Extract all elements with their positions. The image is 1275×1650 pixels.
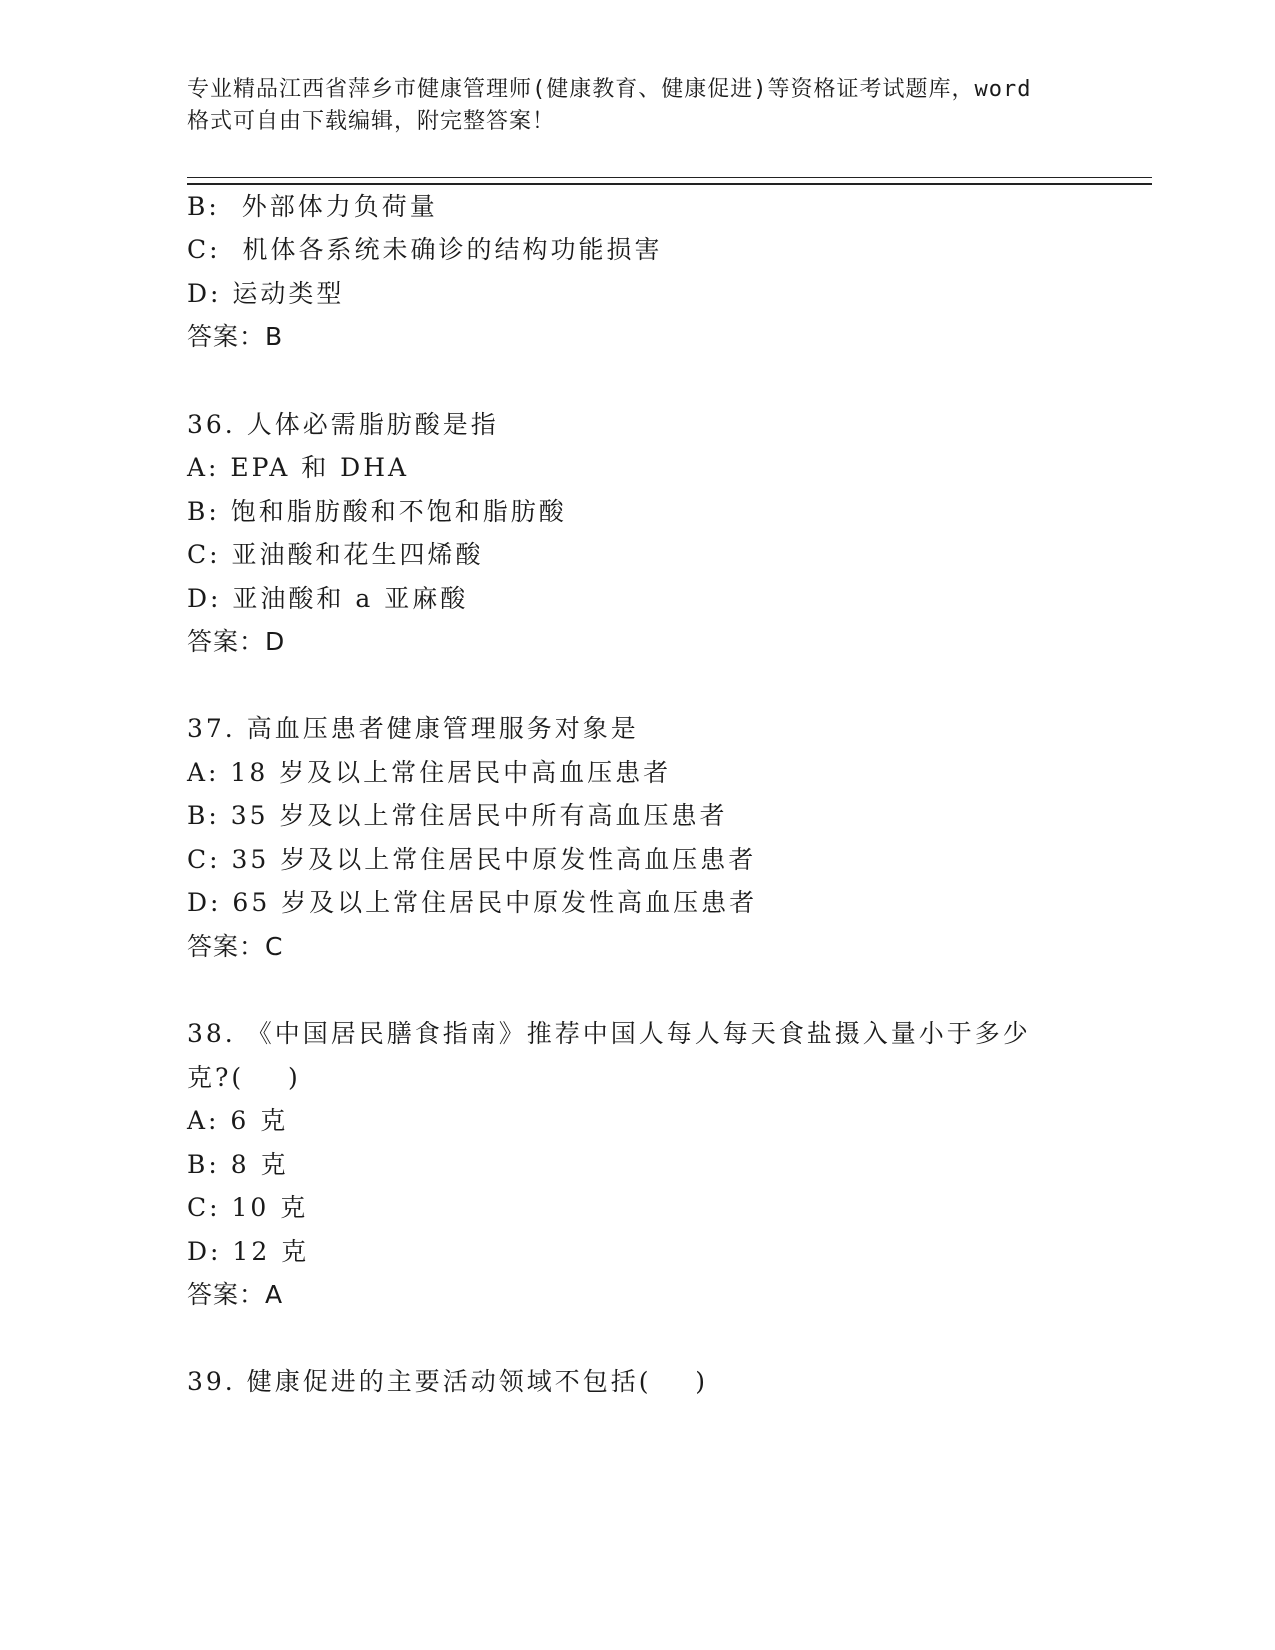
option-d: D: 12 克 bbox=[187, 1237, 310, 1266]
header-line-2: 格式可自由下载编辑，附完整答案！ bbox=[187, 109, 556, 134]
option-b: B: 8 克 bbox=[187, 1150, 289, 1179]
answer: 答案：D bbox=[187, 627, 286, 656]
option-c: C: 35 岁及以上常住居民中原发性高血压患者 bbox=[187, 845, 757, 874]
question-stem-continued: 克?( ) bbox=[187, 1063, 301, 1092]
option-a: A: 6 克 bbox=[187, 1106, 289, 1135]
question-stem: 39. 健康促进的主要活动领域不包括( ) bbox=[187, 1367, 709, 1396]
option-b: B: 35 岁及以上常住居民中所有高血压患者 bbox=[187, 801, 728, 830]
option-c: C: 亚油酸和花生四烯酸 bbox=[187, 540, 484, 569]
document-header bbox=[187, 74, 1087, 138]
question-stem: 37. 高血压患者健康管理服务对象是 bbox=[187, 714, 639, 743]
answer: 答案：A bbox=[187, 1280, 284, 1309]
header-divider-thick bbox=[187, 183, 1152, 185]
option-b: B: 饱和脂肪酸和不饱和脂肪酸 bbox=[187, 497, 567, 526]
header-divider-thin bbox=[187, 177, 1152, 178]
option-d: D: 运动类型 bbox=[187, 279, 345, 308]
option-a: A: 18 岁及以上常住居民中高血压患者 bbox=[187, 758, 672, 787]
option-c: C: 10 克 bbox=[187, 1193, 309, 1222]
question-stem: 36. 人体必需脂肪酸是指 bbox=[187, 410, 499, 439]
option-a: A: EPA 和 DHA bbox=[187, 453, 410, 482]
header-line-1: 专业精品江西省萍乡市健康管理师(健康教育、健康促进)等资格证考试题库，word bbox=[187, 77, 1032, 102]
option-d: D: 65 岁及以上常住居民中原发性高血压患者 bbox=[187, 888, 758, 917]
option-c: C: 机体各系统未确诊的结构功能损害 bbox=[187, 235, 663, 264]
option-d: D: 亚油酸和 a 亚麻酸 bbox=[187, 584, 469, 613]
answer: 答案：B bbox=[187, 322, 284, 351]
answer: 答案：C bbox=[187, 932, 284, 961]
question-stem: 38. 《中国居民膳食指南》推荐中国人每人每天食盐摄入量小于多少 bbox=[187, 1019, 1031, 1048]
option-b: B: 外部体力负荷量 bbox=[187, 192, 438, 221]
